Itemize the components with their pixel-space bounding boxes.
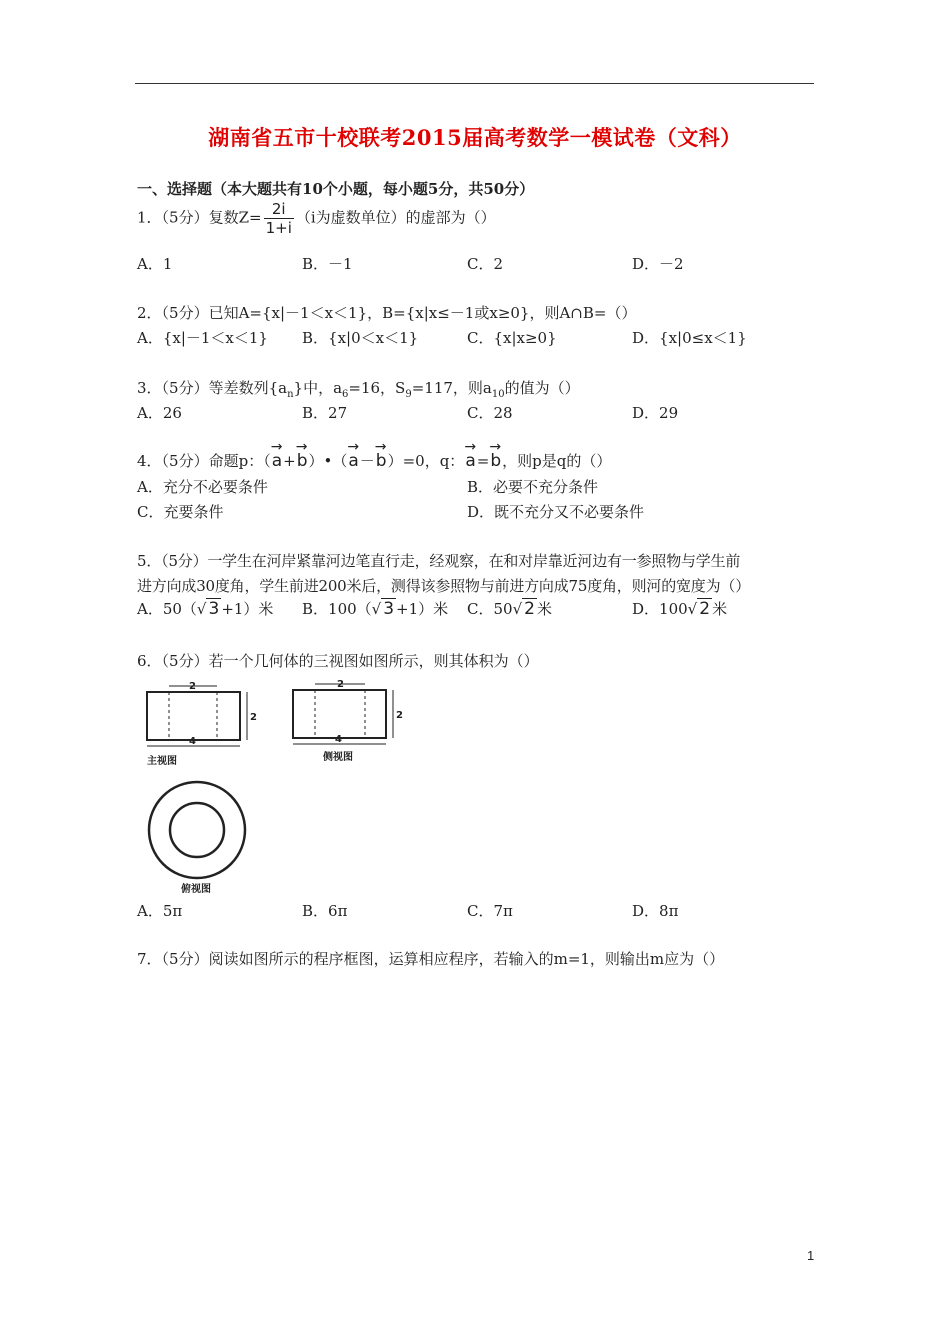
q5-b-radicand: 3 bbox=[383, 599, 395, 619]
q5-a-radicand: 3 bbox=[208, 599, 220, 619]
q4-option-a: A．充分不必要条件 bbox=[137, 478, 268, 496]
q1-numerator: 2i bbox=[264, 200, 294, 219]
q5-option-a bbox=[137, 598, 273, 619]
q4-mid: ）=0，q： bbox=[387, 452, 465, 470]
q3-text-1: 3．（5分）等差数列{a bbox=[137, 379, 288, 397]
sqrt-symbol: √ 3 bbox=[371, 599, 395, 619]
front-view-caption: 主视图 bbox=[147, 756, 177, 767]
vector-a: → a bbox=[271, 451, 283, 471]
section-heading: 一、选择题（本大题共有10个小题，每小题5分，共50分） bbox=[137, 180, 535, 198]
q5-option-c bbox=[467, 598, 552, 619]
side-view-bottom-dimension-label: 4 bbox=[335, 734, 342, 745]
q2-option-a: A．{x|－1＜x＜1} bbox=[137, 329, 268, 347]
top-view-outer-circle bbox=[149, 782, 245, 878]
question-5-line-1: 5．（5分）一学生在河岸紧靠河边笔直行走，经观察，在和对岸靠近河边有一参照物与学生前 bbox=[137, 552, 741, 570]
q5-a-post: +1）米 bbox=[221, 600, 274, 618]
q1-prefix: 1．（5分）复数Z= bbox=[137, 208, 262, 227]
q5-d-post: 米 bbox=[712, 600, 728, 618]
q6-option-b: B．6π bbox=[302, 902, 348, 920]
side-view-side-dimension-label: 2 bbox=[396, 710, 403, 721]
front-view-figure bbox=[137, 680, 267, 770]
top-view-caption: 俯视图 bbox=[181, 884, 211, 895]
vector-b: → b bbox=[375, 451, 388, 471]
q1-option-c: C．2 bbox=[467, 255, 504, 273]
q3-option-a: A．26 bbox=[137, 404, 182, 422]
q4-dot: ）•（ bbox=[308, 452, 348, 470]
q5-b-pre: B．100（ bbox=[302, 600, 372, 618]
q3-option-b: B．27 bbox=[302, 404, 348, 422]
vector-b: → b bbox=[489, 451, 502, 471]
vector-b: → b bbox=[296, 451, 309, 471]
q3-text-4: =117，则a bbox=[411, 379, 492, 397]
q1-suffix: （i为虚数单位）的虚部为（） bbox=[295, 208, 496, 227]
q4-prefix: 4．（5分）命题p：（ bbox=[137, 452, 271, 470]
q5-a-pre: A．50（ bbox=[137, 600, 197, 618]
q2-option-b: B．{x|0＜x＜1} bbox=[302, 329, 419, 347]
q1-denominator: 1+i bbox=[265, 219, 292, 237]
q4-option-b: B．必要不充分条件 bbox=[467, 478, 599, 496]
page-number: 1 bbox=[807, 1248, 815, 1263]
question-4 bbox=[137, 450, 611, 471]
sqrt-symbol: √ 2 bbox=[687, 599, 711, 619]
q3-option-c: C．28 bbox=[467, 404, 513, 422]
q5-d-radicand: 2 bbox=[699, 599, 711, 619]
q3-sub-3: 9 bbox=[405, 389, 412, 400]
q3-text-2: }中，a bbox=[293, 379, 343, 397]
q5-c-post: 米 bbox=[536, 600, 552, 618]
q5-c-radicand: 2 bbox=[524, 599, 535, 619]
q3-sub-4: 10 bbox=[491, 389, 505, 400]
q1-option-a: A．1 bbox=[137, 255, 173, 273]
question-6: 6．（5分）若一个几何体的三视图如图所示，则其体积为（） bbox=[137, 652, 539, 670]
side-view-figure bbox=[285, 676, 415, 766]
sqrt-symbol: √ 2 bbox=[512, 599, 535, 619]
top-view-inner-circle bbox=[170, 803, 224, 857]
front-view-outline bbox=[147, 692, 240, 740]
q1-fraction bbox=[264, 200, 294, 237]
q4-option-c: C．充要条件 bbox=[137, 503, 224, 521]
q3-text-3: =16，S bbox=[348, 379, 406, 397]
top-view-figure bbox=[137, 778, 257, 896]
front-view-side-dimension-label: 2 bbox=[250, 712, 257, 723]
q5-d-pre: D．100 bbox=[632, 600, 688, 618]
vector-a: → a bbox=[347, 451, 359, 471]
question-7: 7．（5分）阅读如图所示的程序框图，运算相应程序，若输入的m=1，则输出m应为（） bbox=[137, 950, 725, 968]
q5-b-post: +1）米 bbox=[396, 600, 449, 618]
q4-plus: + bbox=[283, 452, 296, 470]
vector-a: → a bbox=[464, 451, 476, 471]
side-view-top-dimension-label: 2 bbox=[337, 679, 344, 690]
q4-suffix: ，则p是q的（） bbox=[502, 452, 612, 470]
page-title: 湖南省五市十校联考2015届高考数学一模试卷（文科） bbox=[208, 125, 742, 150]
question-2: 2．（5分）已知A={x|－1＜x＜1}，B={x|x≤－1或x≥0}，则A∩B=（） bbox=[137, 304, 637, 322]
front-view-top-dimension-label: 2 bbox=[189, 681, 196, 692]
side-view-caption: 侧视图 bbox=[323, 752, 353, 763]
front-view-bottom-dimension-label: 4 bbox=[189, 736, 196, 747]
question-1 bbox=[137, 200, 496, 237]
q4-option-d: D．既不充分又不必要条件 bbox=[467, 503, 645, 521]
q5-option-b bbox=[302, 598, 448, 619]
question-3 bbox=[137, 377, 580, 400]
q3-sub-2: 6 bbox=[342, 389, 349, 400]
q3-sub-1: n bbox=[287, 389, 294, 400]
q2-option-d: D．{x|0≤x＜1} bbox=[632, 329, 747, 347]
q3-text-5: 的值为（） bbox=[504, 379, 580, 397]
q2-option-c: C．{x|x≥0} bbox=[467, 329, 557, 347]
q6-option-a: A．5π bbox=[137, 902, 183, 920]
side-view-outline bbox=[293, 690, 386, 738]
q1-option-d: D．－2 bbox=[632, 255, 684, 273]
header-rule bbox=[135, 83, 814, 84]
q5-c-pre: C．50 bbox=[467, 600, 513, 618]
q6-option-c: C．7π bbox=[467, 902, 513, 920]
question-5-line-2: 进方向成30度角，学生前进200米后，测得该参照物与前进方向成75度角，则河的宽度为（） bbox=[137, 577, 751, 595]
q4-eq: = bbox=[476, 452, 490, 470]
q3-option-d: D．29 bbox=[632, 404, 679, 422]
q6-option-d: D．8π bbox=[632, 902, 679, 920]
q5-option-d bbox=[632, 598, 727, 619]
sqrt-symbol: √ 3 bbox=[196, 599, 220, 619]
q4-minus: － bbox=[359, 452, 375, 470]
q1-option-b: B．－1 bbox=[302, 255, 353, 273]
